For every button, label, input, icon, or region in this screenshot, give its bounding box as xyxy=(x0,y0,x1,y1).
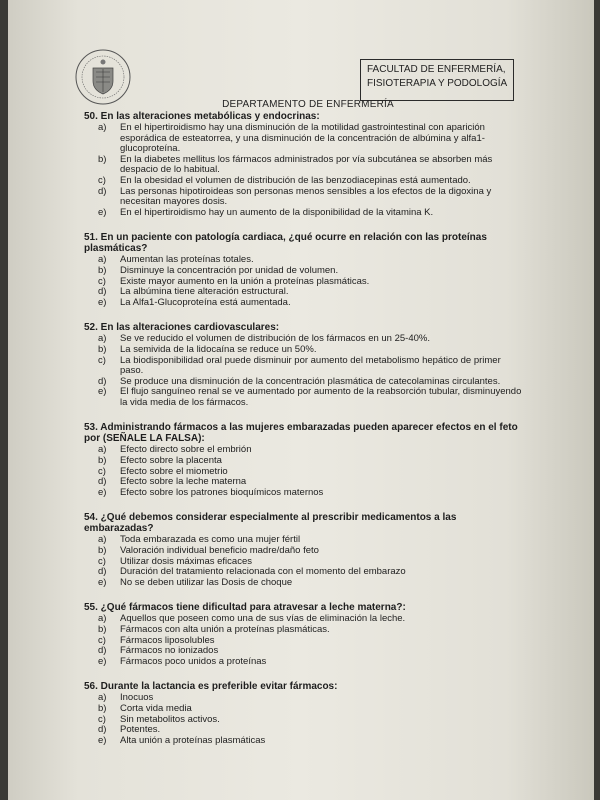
option-letter: a) xyxy=(98,534,107,546)
university-seal-icon xyxy=(74,48,132,106)
answer-option xyxy=(84,345,524,356)
question-title: 50. En las alteraciones metabólicas y endocrinas: xyxy=(84,111,320,122)
answer-option xyxy=(84,298,524,309)
question-block xyxy=(84,322,524,408)
option-letter: a) xyxy=(98,333,107,345)
option-letter: d) xyxy=(98,375,107,387)
department-heading: DEPARTAMENTO DE ENFERMERÍA xyxy=(222,99,394,110)
option-letter: d) xyxy=(98,185,107,197)
option-text: Efecto sobre la leche materna xyxy=(120,476,247,488)
option-text: En el hipertiroidismo hay un aumento de la disponibilidad de la vitamina K. xyxy=(120,206,434,218)
faculty-line-1: FACULTAD DE ENFERMERÍA, xyxy=(367,64,506,75)
option-letter: e) xyxy=(98,296,107,308)
option-text: En la obesidad el volumen de distribución de las benzodiacepinas está aumentado. xyxy=(120,174,471,186)
option-text: Se ve reducido el volumen de distribución de los fármacos en un 25-40%. xyxy=(120,333,430,345)
question-title: 53. Administrando fármacos a las mujeres embarazadas pueden aparecer efectos en el feto por (SEÑALE LA FALSA): xyxy=(84,422,518,445)
answer-option xyxy=(84,208,524,219)
option-text: Duración del tratamiento relacionada con el momento del embarazo xyxy=(120,566,406,578)
option-letter: b) xyxy=(98,455,107,467)
option-text: Sin metabolitos activos. xyxy=(120,713,220,725)
option-letter: b) xyxy=(98,624,107,635)
option-text: La Alfa1-Glucoproteína está aumentada. xyxy=(120,296,291,308)
option-text: Efecto sobre los patrones bioquímicos maternos xyxy=(120,486,324,498)
option-text: Existe mayor aumento en la unión a proteínas plasmáticas. xyxy=(120,275,370,287)
option-text: Las personas hipotiroideas son personas menos sensibles a los efectos de la digoxina y necesitan mayores dosis. xyxy=(120,185,492,208)
option-letter: d) xyxy=(98,645,107,657)
option-text: Se produce una disminución de la concentración plasmática de catecolaminas circulantes. xyxy=(120,375,501,387)
option-text: Fármacos no ionizados xyxy=(120,645,219,657)
option-letter: c) xyxy=(98,555,106,567)
option-text: Valoración individual beneficio madre/daño feto xyxy=(120,545,319,557)
option-letter: a) xyxy=(98,444,107,456)
option-letter: b) xyxy=(98,153,107,165)
option-letter: b) xyxy=(98,264,107,276)
answer-option xyxy=(84,123,524,155)
option-text: Toda embarazada es como una mujer fértil xyxy=(120,534,301,546)
answer-option xyxy=(84,578,524,589)
option-letter: a) xyxy=(98,254,107,266)
faculty-line-2: FISIOTERAPIA Y PODOLOGÍA xyxy=(367,78,508,89)
option-letter: e) xyxy=(98,386,107,398)
answer-option xyxy=(84,657,524,668)
option-letter: c) xyxy=(98,465,106,477)
option-letter: c) xyxy=(98,354,106,366)
option-letter: b) xyxy=(98,702,107,714)
option-letter: b) xyxy=(98,343,107,355)
answer-option xyxy=(84,736,524,747)
question-block xyxy=(84,232,524,308)
option-text: La biodisponibilidad oral puede disminuir por aumento del metabolismo hepático de primer paso. xyxy=(120,354,501,377)
option-text: Aquellos que poseen como una de sus vías de eliminación la leche. xyxy=(120,613,406,625)
option-letter: e) xyxy=(98,486,107,498)
faculty-box xyxy=(360,59,514,101)
question-title: 55. ¿Qué fármacos tiene dificultad para atravesar a leche materna?: xyxy=(84,602,406,614)
question-block xyxy=(84,111,524,218)
option-text: Fármacos poco unidos a proteínas xyxy=(120,655,267,667)
question-block xyxy=(84,681,524,746)
option-letter: c) xyxy=(98,713,106,725)
option-letter: c) xyxy=(98,174,106,186)
option-text: Fármacos liposolubles xyxy=(120,634,215,646)
question-block xyxy=(84,512,524,588)
answer-option xyxy=(84,387,524,408)
question-list xyxy=(84,111,524,760)
option-letter: a) xyxy=(98,122,107,133)
option-text: Efecto directo sobre el embrión xyxy=(120,444,252,456)
answer-option xyxy=(84,176,524,187)
option-text: No se deben utilizar las Dosis de choque xyxy=(120,576,293,588)
option-text: Efecto sobre el miometrio xyxy=(120,465,228,477)
option-letter: c) xyxy=(98,275,106,287)
question-block xyxy=(84,422,524,498)
option-letter: e) xyxy=(98,206,107,218)
option-letter: e) xyxy=(98,576,107,588)
option-text: Aumentan las proteínas totales. xyxy=(120,254,254,266)
option-text: Efecto sobre la placenta xyxy=(120,455,222,467)
option-text: Potentes. xyxy=(120,724,161,736)
option-letter: a) xyxy=(98,692,107,704)
question-block xyxy=(84,602,524,667)
option-text: Fármacos con alta unión a proteínas plasmáticas. xyxy=(120,624,330,635)
answer-option xyxy=(84,356,524,377)
option-text: Inocuos xyxy=(120,692,154,704)
option-letter: e) xyxy=(98,734,107,746)
question-title: 52. En las alteraciones cardiovasculares: xyxy=(84,322,280,334)
option-text: Utilizar dosis máximas eficaces xyxy=(120,555,252,567)
answer-option xyxy=(84,704,524,715)
option-text: Corta vida media xyxy=(120,702,192,714)
option-letter: a) xyxy=(98,613,107,625)
answer-option xyxy=(84,625,524,636)
option-letter: d) xyxy=(98,724,107,736)
question-title: 56. Durante la lactancia es preferible evitar fármacos: xyxy=(84,681,338,693)
option-letter: d) xyxy=(98,286,107,298)
answer-option xyxy=(84,155,524,176)
answer-option xyxy=(84,187,524,208)
option-letter: d) xyxy=(98,566,107,578)
option-text: Alta unión a proteínas plasmáticas xyxy=(120,734,266,746)
question-title: 54. ¿Qué debemos considerar especialmente al prescribir medicamentos a las embarazadas? xyxy=(84,512,457,535)
option-text: La albúmina tiene alteración estructural. xyxy=(120,286,289,298)
option-letter: c) xyxy=(98,634,106,646)
option-text: En la diabetes mellitus los fármacos administrados por vía subcutánea se absorben más despacio de lo habitual. xyxy=(120,153,493,176)
option-text: El flujo sanguíneo renal se ve aumentado por aumento de la reabsorción tubular, disminuyendo la vida media de los fármacos. xyxy=(120,386,522,408)
question-title: 51. En un paciente con patología cardiaca, ¿qué ocurre en relación con las proteínas plasmáticas? xyxy=(84,232,487,255)
option-letter: b) xyxy=(98,545,107,557)
answer-option xyxy=(84,266,524,277)
answer-option xyxy=(84,488,524,499)
option-text: Disminuye la concentración por unidad de volumen. xyxy=(120,264,339,276)
option-text: En el hipertiroidismo hay una disminución de la motilidad gastrointestinal con aparición esporádica de esteatorrea, y una disminución de la concentración de albúmina y alfa1-glucoproteína. xyxy=(120,122,485,155)
exam-page xyxy=(8,0,594,800)
option-letter: e) xyxy=(98,655,107,667)
option-text: La semivida de la lidocaína se reduce un 50%. xyxy=(120,343,317,355)
option-letter: d) xyxy=(98,476,107,488)
